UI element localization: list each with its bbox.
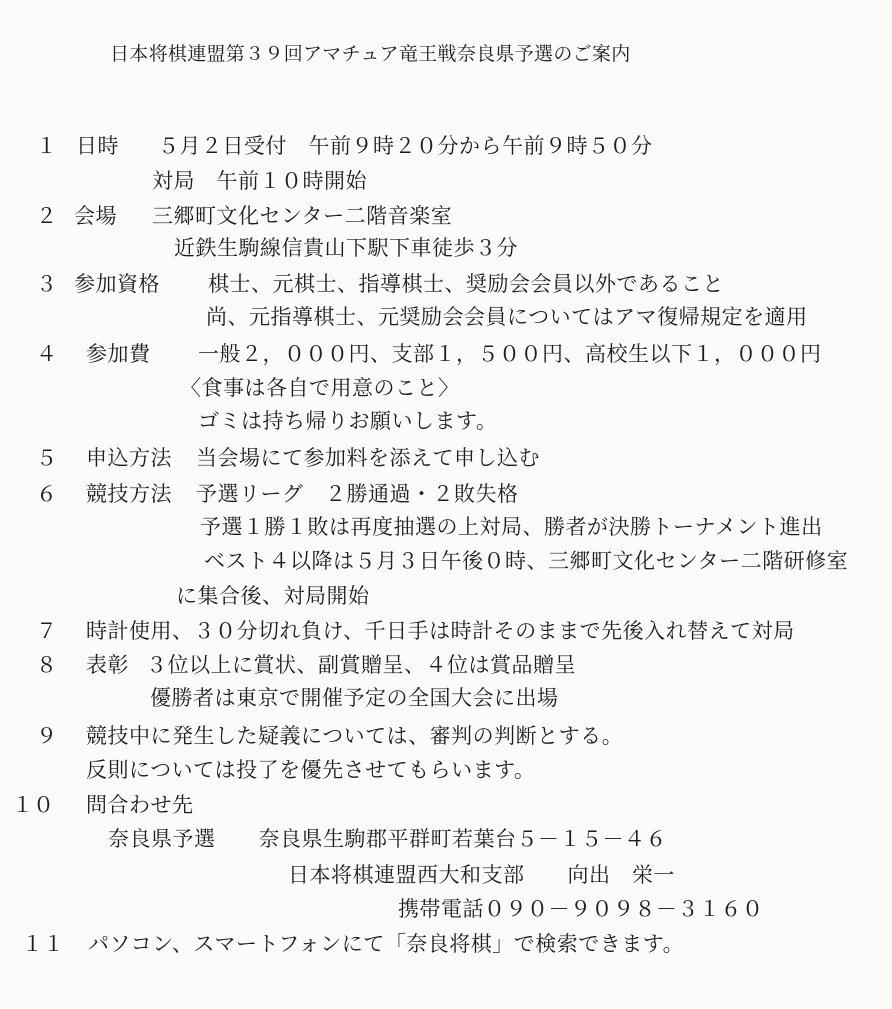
item-6-line-3: ベスト４以降は５月３日午後０時、三郷町文化センター二階研修室 [204,549,849,573]
item-8-line-2: 優勝者は東京で開催予定の全国大会に出場 [150,686,559,710]
item-6-line-4: に集合後、対局開始 [176,584,370,608]
item-6-number: ６ [36,482,57,506]
item-4-label: 参加費 [86,342,151,366]
item-1-number: １ [36,134,57,158]
item-2-line-1: 三郷町文化センター二階音楽室 [152,204,453,228]
item-5-label: 申込方法 [86,446,172,470]
item-8-label: 表彰 [86,653,129,677]
item-5-number: ５ [36,446,57,470]
item-7-text: 時計使用、３０分切れ負け、千日手は時計そのままで先後入れ替えて対局 [86,619,795,643]
item-11-number: １１ [22,932,64,956]
item-7-number: ７ [36,619,57,643]
item-1-label: 日時 [76,134,119,158]
item-10-line-1: 奈良県予選 奈良県生駒郡平群町若葉台５－１５－４６ [108,827,667,851]
item-3-number: ３ [36,272,57,296]
item-10-line-2: 日本将棋連盟西大和支部 向出 栄一 [288,863,675,887]
item-11-text: パソコン、スマートフォンにて「奈良将棋」で検索できます。 [88,932,685,956]
item-6-line-1: 予選リーグ ２勝通過・２敗失格 [196,482,519,506]
item-4-number: ４ [36,342,57,366]
item-10-label: 問合わせ先 [86,793,194,817]
item-3-line-1: 棋士、元棋士、指導棋士、奨励会会員以外であること [208,272,724,296]
item-1-line-2: 対局 午前１０時開始 [152,169,367,193]
item-8-line-1: ３位以上に賞状、副賞贈呈、４位は賞品贈呈 [146,653,576,677]
item-10-number: １０ [12,793,54,817]
item-2-number: ２ [36,204,57,228]
item-2-line-2: 近鉄生駒線信貴山下駅下車徒歩３分 [174,236,518,260]
item-9-number: ９ [36,724,57,748]
item-4-line-2: 〈食事は各自で用意のこと〉 [180,376,460,400]
item-8-number: ８ [36,653,57,677]
item-4-line-3: ゴミは持ち帰りお願いします。 [198,409,498,433]
item-9-line-1: 競技中に発生した疑義については、審判の判断とする。 [86,724,624,748]
item-1-line-1: ５月２日受付 午前９時２０分から午前９時５０分 [158,134,653,158]
item-9-line-2: 反則については投了を優先させてもらいます。 [86,758,536,782]
document-title: 日本将棋連盟第３９回アマチュア竜王戦奈良県予選のご案内 [110,43,631,65]
item-5-line-1: 当会場にて参加料を添えて申し込む [196,446,540,470]
item-6-label: 競技方法 [86,482,172,506]
item-6-line-2: 予選１勝１敗は再度抽選の上対局、勝者が決勝トーナメント進出 [200,515,823,539]
item-4-line-1: 一般２，０００円、支部１，５００円、高校生以下１，０００円 [198,342,822,366]
item-3-line-2: 尚、元指導棋士、元奨励会会員についてはアマ復帰規定を適用 [206,305,808,329]
item-10-line-3: 携帯電話０９０－９０９８－３１６０ [398,897,764,921]
item-3-label: 参加資格 [74,272,160,296]
item-2-label: 会場 [74,204,117,228]
